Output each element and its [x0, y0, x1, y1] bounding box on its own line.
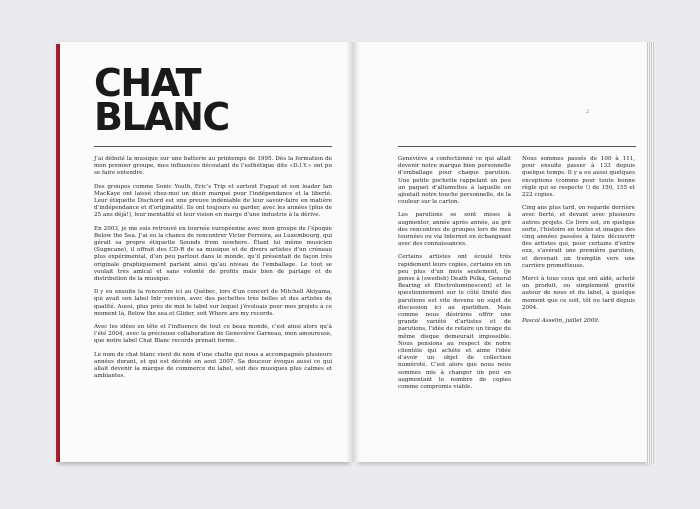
paragraph: Cinq ans plus tard, on regarde derrière avec fierté, et devant avec plusieurs autres projets. Ce livre est, en quelque sorte, l’histoire en textes et images des cinq années passées à faire découvrir des artistes qui, pour certains d’entre eux, s’avérait une première parution, et devenait un tremplin vers une carrière prometteuse.: [522, 205, 635, 269]
book-gutter: [346, 42, 360, 462]
paragraph: Certains artistes ont écoulé très rapidement leurs copies, certains en un peu plus d’un mois seulement, (je pense à (swedish) Death Polka, General Bearing et Electroluminescent) et le questionnement sur le côté limité des parutions est vite devenu un sujet de discussion ici au quotidien. Mais comme nous désirions offrir une grande variété d’artistes et de parutions, l’idée de refaire un tirage du même disque demeurait impossible. Nous pensions au respect de notre clientèle qui achète et aime l’idée d’avoir un objet de collection numéroté. C’est alors que nous nous sommes mis à changer un peu en augmentant le nombre de copies comme compromis viable.: [398, 254, 511, 391]
page-number: 2: [586, 109, 590, 115]
paragraph: Geneviève a confectionné ce qui allait devenir notre marque bien personnelle d’emballage pour chaque parution. Une petite pochette rappelant un peu un paquet d’allumettes à laquelle on ajoutait notre touche personnelle, de la couleur sur le carton.: [398, 156, 511, 206]
title-line-2: BLANC: [94, 95, 229, 139]
paragraph: Avec les idées en tête et l’influence de tout ce beau monde, c’est ainsi alors qu’à l’été 2004, avec la précieuse collaboration de Geneviève Garneau, mon amoureuse, que notre label Chat Blanc records prenait forme.: [94, 324, 332, 345]
book-spread: [56, 42, 654, 464]
paragraph: J’ai débuté la musique sur une batterie au printemps de 1995. Dès la formation de mon premier groupe, mes influences découlant de l’esthétique dite «D.I.Y.» ont pu se faire entendre.: [94, 156, 332, 177]
signature: Pascal Asselin, juillet 2009.: [522, 318, 600, 325]
paragraph: Merci à tous ceux qui ont aidé, acheté un produit, ou simplement gravité autour de nous et du label, à quelque moment que ce soit, tôt ou tard depuis 2004.: [522, 276, 635, 311]
page-stack-edge: [646, 42, 654, 464]
paragraph: Il y eu ensuite la rencontre ici au Québec, lors d’un concert de Mitchell Akiyama, qui avait son label Intr_version, avec des pochettes très belles et des artistes de qualité. Aussi, plus près de moi le label sur lequel j’évoluais pour mes projets à ce moment là, Below the sea et Glider, soit Where are my records.: [94, 289, 332, 317]
left-page: [60, 42, 352, 462]
title-rule: [94, 146, 332, 147]
paragraph: Le nom de chat blanc vient du nom d’une chatte qui nous a accompagnés plusieurs années durant, et qui est décédé en aout 2007. Sa douceur évoque aussi ce qui allait devenir la marque de commerce du label, soit des musiques plus calmes et ambiantes.: [94, 351, 332, 380]
title-line-1: CHAT: [94, 61, 201, 105]
left-body-text: [94, 156, 332, 386]
text-column-1: [398, 156, 511, 397]
header-rule: [398, 146, 636, 147]
paragraph: En 2003, je me suis retrouvé en tournée européenne avec mon groupe de l’époque Below the Sea. J’ai eu la chance de rencontrer Victor Ferreira, au Luxembourg, qui gérait sa propre étiquette Sounds from nowhere. Étant lui même musicien (Sugncane), il offrait des CD-R de sa musique et de divers artistes d’un créneau plus expérimental, d’un peu partout dans le monde, qu’il présentait de façon très originale graphiquement parlant ainsi qu’au niveau de l’emballage. Le tout se voulait très amical et sans volonté de profits mais bien de partage et de distribution de la musique.: [94, 225, 332, 283]
page-title: [94, 61, 229, 139]
paragraph: Les parutions se sont mises à augmenter, année après année, au gré des rencontres de groupes lors de mes tournées ou via Internet en échangeant avec des connaissances.: [398, 212, 511, 248]
paragraph: Nous sommes passés de 100 à 111, pour ensuite passer à 133 depuis quelque temps. Il y a eu aussi quelques exceptions (comme pour toute bonne règle qui se respecte !) de 150, 155 et 222 copies.: [522, 156, 635, 199]
text-column-2: [522, 156, 635, 331]
right-page: [356, 42, 648, 462]
paragraph: Des groupes comme Sonic Youth, Eric’s Trip et surtout Fugazi et son leader Ian MacKaye ont laissé chez-moi un désir marqué pour l’indépendance et la liberté. Leur étiquette Dischord est une preuve indéniable de leur savoir-faire en matière d’indépendance et d’originalité. Ils ont toujours su garder, avec les années (plus de 25 ans déjà!), leur mentalité et leur vision en marge d’une industrie à la dérive.: [94, 183, 332, 219]
